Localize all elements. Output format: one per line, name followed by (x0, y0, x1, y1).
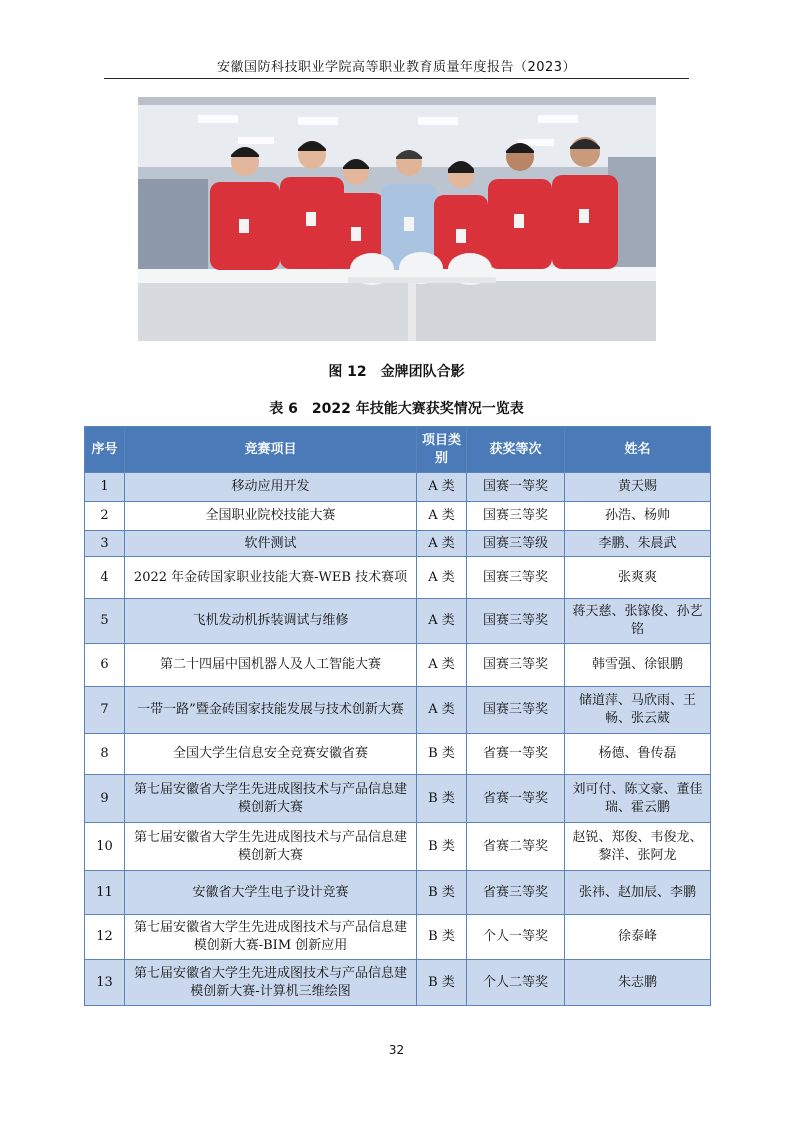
cell-award: 国赛三等奖 (467, 644, 565, 687)
awards-table (84, 426, 711, 1006)
cell-award: 个人一等奖 (467, 915, 565, 960)
cell-names: 张祎、赵加辰、李鹏 (565, 871, 711, 915)
cell-project: 第七届安徽省大学生先进成图技术与产品信息建模创新大赛 (125, 775, 417, 823)
cell-project: 移动应用开发 (125, 473, 417, 502)
cell-category: A 类 (417, 557, 467, 599)
cell-names: 蒋天慈、张镓俊、孙艺铭 (565, 599, 711, 644)
report-header: 安徽国防科技职业学院高等职业教育质量年度报告（2023） (216, 60, 577, 75)
cell-award: 省赛二等奖 (467, 823, 565, 871)
cell-no: 9 (85, 775, 125, 823)
cell-project: 第二十四届中国机器人及人工智能大赛 (125, 644, 417, 687)
cell-category: A 类 (417, 531, 467, 557)
team-photo (138, 97, 656, 341)
cell-no: 2 (85, 502, 125, 531)
table-row (85, 871, 711, 915)
cell-award: 国赛三等奖 (467, 687, 565, 734)
cell-award: 个人二等奖 (467, 960, 565, 1006)
header-award: 获奖等次 (467, 427, 565, 473)
cell-category: A 类 (417, 599, 467, 644)
cell-project: 飞机发动机拆装调试与维修 (125, 599, 417, 644)
cell-category: A 类 (417, 473, 467, 502)
cell-category: B 类 (417, 823, 467, 871)
cell-category: B 类 (417, 775, 467, 823)
cell-names: 徐泰峰 (565, 915, 711, 960)
cell-no: 8 (85, 734, 125, 775)
cell-category: B 类 (417, 871, 467, 915)
cell-project: 安徽省大学生电子设计竞赛 (125, 871, 417, 915)
cell-project: 一带一路”暨金砖国家技能发展与技术创新大赛 (125, 687, 417, 734)
cell-names: 储道萍、马欣雨、王畅、张云葳 (565, 687, 711, 734)
table-row (85, 599, 711, 644)
cell-names: 刘可付、陈文豪、董佳瑞、霍云鹏 (565, 775, 711, 823)
cell-project: 全国大学生信息安全竞赛安徽省赛 (125, 734, 417, 775)
cell-no: 4 (85, 557, 125, 599)
table-row (85, 823, 711, 871)
header-project: 竞赛项目 (125, 427, 417, 473)
table-row (85, 734, 711, 775)
cell-project: 全国职业院校技能大赛 (125, 502, 417, 531)
cell-no: 10 (85, 823, 125, 871)
cell-project: 第七届安徽省大学生先进成图技术与产品信息建模创新大赛-计算机三维绘图 (125, 960, 417, 1006)
cell-no: 7 (85, 687, 125, 734)
figure-caption: 图 12 金牌团队合影 (328, 364, 465, 380)
page-number: 32 (388, 1043, 405, 1057)
cell-award: 省赛三等奖 (467, 871, 565, 915)
cell-no: 13 (85, 960, 125, 1006)
table-row (85, 915, 711, 960)
cell-category: A 类 (417, 687, 467, 734)
cell-names: 张爽爽 (565, 557, 711, 599)
cell-no: 1 (85, 473, 125, 502)
cell-names: 朱志鹏 (565, 960, 711, 1006)
table-row (85, 557, 711, 599)
cell-category: B 类 (417, 734, 467, 775)
cell-category: A 类 (417, 502, 467, 531)
cell-no: 3 (85, 531, 125, 557)
cell-names: 杨德、鲁传磊 (565, 734, 711, 775)
cell-names: 李鹏、朱晨武 (565, 531, 711, 557)
cell-names: 赵锐、郑俊、韦俊龙、黎洋、张阿龙 (565, 823, 711, 871)
table-header-row (85, 427, 711, 473)
table-row (85, 687, 711, 734)
header-names: 姓名 (565, 427, 711, 473)
table-row (85, 502, 711, 531)
cell-category: B 类 (417, 960, 467, 1006)
cell-award: 国赛三等奖 (467, 599, 565, 644)
cell-no: 12 (85, 915, 125, 960)
header-rule (104, 78, 689, 79)
cell-award: 国赛三等级 (467, 531, 565, 557)
cell-category: A 类 (417, 644, 467, 687)
cell-project: 2022 年金砖国家职业技能大赛-WEB 技术赛项 (125, 557, 417, 599)
table-row (85, 960, 711, 1006)
cell-no: 11 (85, 871, 125, 915)
table-title: 表 6 2022 年技能大赛获奖情况一览表 (269, 401, 524, 417)
header-category: 项目类别 (417, 427, 467, 473)
cell-names: 孙浩、杨帅 (565, 502, 711, 531)
table-row (85, 644, 711, 687)
cell-names: 韩雪强、徐银鹏 (565, 644, 711, 687)
cell-no: 5 (85, 599, 125, 644)
cell-award: 国赛三等奖 (467, 557, 565, 599)
table-row (85, 775, 711, 823)
table-row (85, 531, 711, 557)
table-row (85, 473, 711, 502)
cell-no: 6 (85, 644, 125, 687)
cell-project: 软件测试 (125, 531, 417, 557)
cell-project: 第七届安徽省大学生先进成图技术与产品信息建模创新大赛 (125, 823, 417, 871)
cell-award: 省赛一等奖 (467, 775, 565, 823)
cell-category: B 类 (417, 915, 467, 960)
cell-award: 国赛三等奖 (467, 502, 565, 531)
cell-award: 国赛一等奖 (467, 473, 565, 502)
cell-project: 第七届安徽省大学生先进成图技术与产品信息建模创新大赛-BIM 创新应用 (125, 915, 417, 960)
header-no: 序号 (85, 427, 125, 473)
cell-award: 省赛一等奖 (467, 734, 565, 775)
cell-names: 黄天赐 (565, 473, 711, 502)
